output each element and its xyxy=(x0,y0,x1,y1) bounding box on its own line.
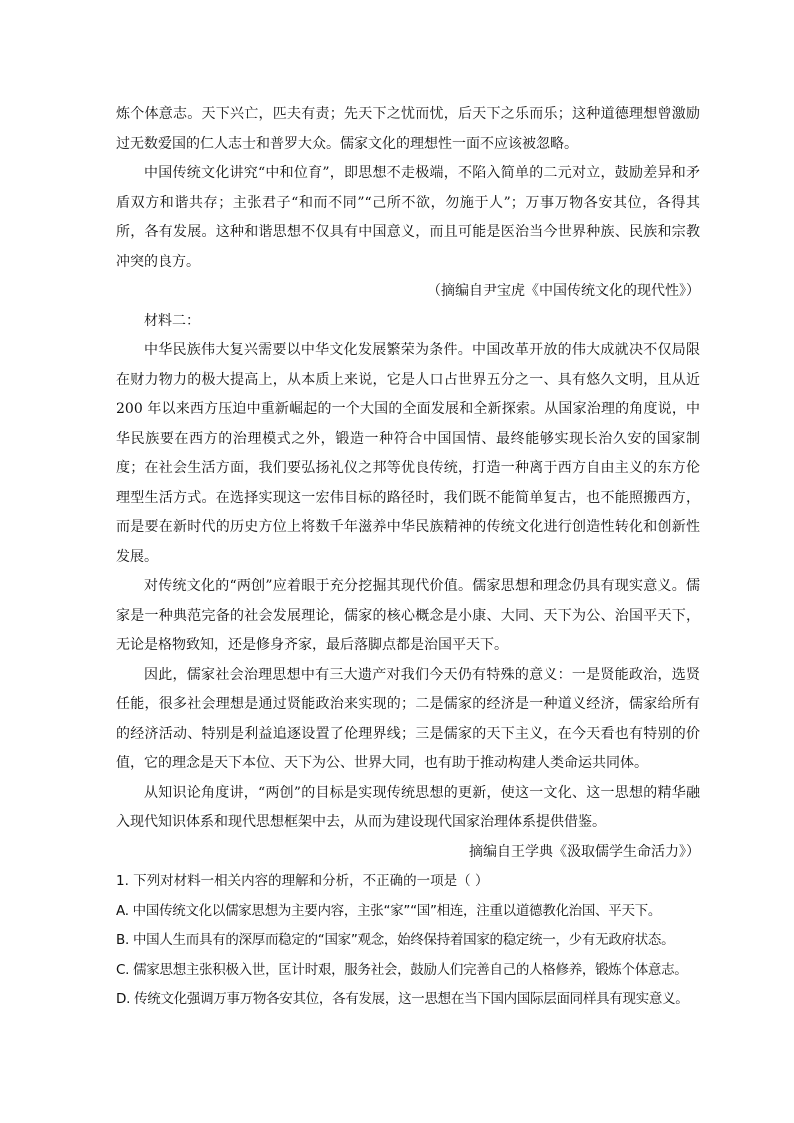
material2-paragraph-4: 从知识论角度讲，“两创”的目标是实现传统思想的更新，使这一文化、这一思想的精华融入现代知识体系和现代思想框架中去，从而为建设现代国家治理体系提供借鉴。 xyxy=(116,784,700,830)
option-b: B. 中国人生而具有的深厚而稳定的“国家”观念，始终保持着国家的稳定统一，少有无政府状态。 xyxy=(116,932,675,948)
material1-paragraph-2: 中国传统文化讲究“中和位育”，即思想不走极端，不陷入简单的二元对立，鼓励差异和矛盾双方和谐共存；主张君子“和而不同”“己所不欲，勿施于人”；万事万物各安其位，各得其所，各有发展。这种和谐思想不仅具有中国意义，而且可能是医治当今世界种族、民族和宗教冲突的良方。 xyxy=(116,165,700,270)
material2-source: 摘编自王学典《汲取儒学生命活力》） xyxy=(469,843,700,860)
question-options xyxy=(116,897,700,1015)
material2-paragraph-2: 对传统文化的“两创”应着眼于充分挖掘其现代价值。儒家思想和理念仍具有现实意义。儒家是一种典范完备的社会发展理论，儒家的核心概念是小康、大同、天下为公、治国平天下，无论是格物致知，还是修身齐家，最后落脚点都是治国平天下。 xyxy=(116,578,700,653)
material2-paragraph-1: 中华民族伟大复兴需要以中华文化发展繁荣为条件。中国改革开放的伟大成就决不仅局限在财力物力的极大提高上，从本质上来说，它是人口占世界五分之一、具有悠久文明，且从近 200 年以来西方压迫中重新崛起的一个大国的全面发展和全新探索。从国家治理的角度说，中华民族要在西方的治理模式之外，锻造一种符合中国国情、最终能够实现长治久安的国家制度；在社会生活方面，我们要弘扬礼仪之邦等优良传统，打造一种离于西方自由主义的东方伦理型生活方式。在选择实现这一宏伟目标的路径时，我们既不能简单复古，也不能照搬西方，而是要在新时代的历史方位上将数千年滋养中华民族精神的传统文化进行创造性转化和创新性发展。 xyxy=(116,342,700,565)
question-stem: 1. 下列对材料一相关内容的理解和分析，不正确的一项是（ ） xyxy=(116,873,489,889)
document-page xyxy=(116,100,700,1015)
material2-paragraph-3: 因此，儒家社会治理思想中有三大遗产对我们今天仍有特殊的意义：一是贤能政治，选贤任能，很多社会理想是通过贤能政治来实现的；二是儒家的经济是一种道义经济，儒家给所有的经济活动、特别是利益追逐设置了伦理界线；三是儒家的天下主义，在今天看也有特别的价值，它的理念是天下本位、天下为公、世界大同，也有助于推动构建人类命运共同体。 xyxy=(116,666,700,771)
material1-source: （摘编自尹宝虎《中国传统文化的现代性》） xyxy=(427,283,700,299)
option-d: D. 传统文化强调万事万物各安其位，各有发展，这一思想在当下国内国际层面同样具有现实意义。 xyxy=(116,991,689,1007)
option-c: C. 儒家思想主张积极入世，匡计时艰，服务社会，鼓励人们完善自己的人格修养，锻炼个体意志。 xyxy=(116,961,688,978)
option-a: A. 中国传统文化以儒家思想为主要内容，主张“家”“国”相连，注重以道德教化治国、平天下。 xyxy=(116,902,662,919)
material1-paragraph-1: 炼个体意志。天下兴亡，匹夫有责；先天下之忧而忧，后天下之乐而乐；这种道德理想曾激励过无数爱国的仁人志士和普罗大众。儒家文化的理想性一面不应该被忽略。 xyxy=(116,106,700,152)
material2-label: 材料二： xyxy=(144,312,200,329)
